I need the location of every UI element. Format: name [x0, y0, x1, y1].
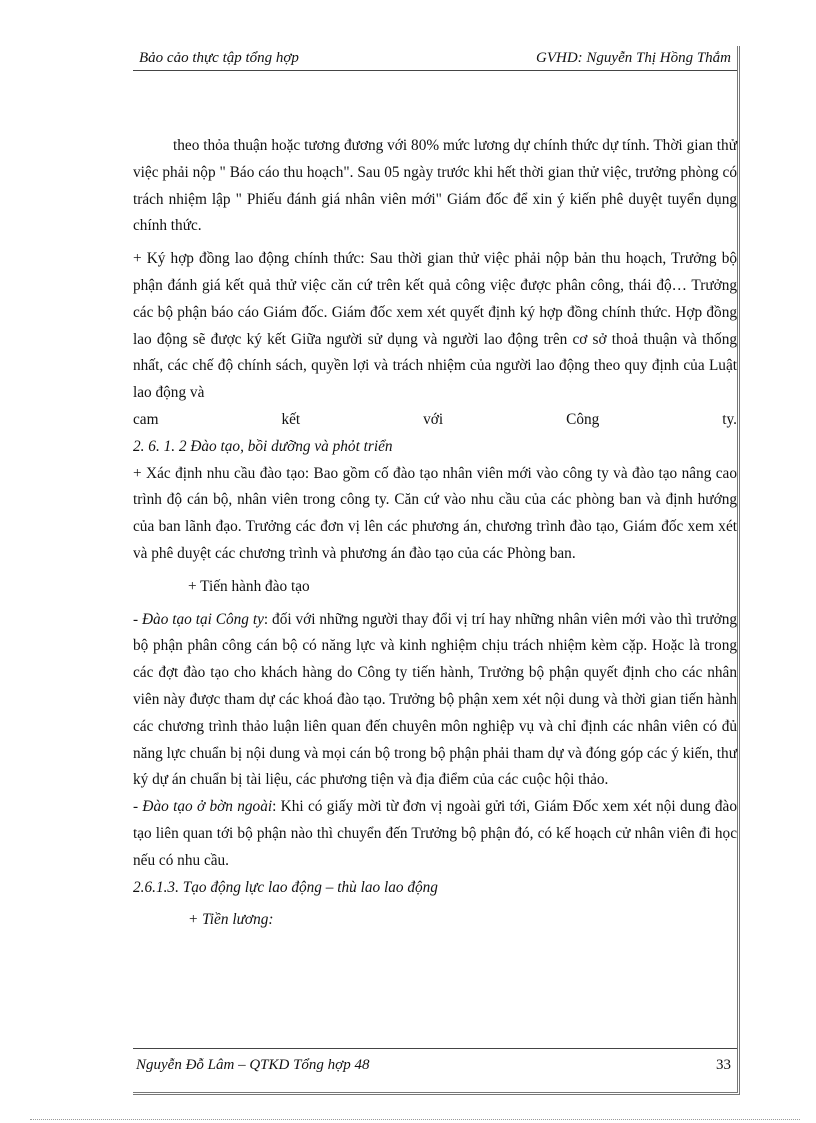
- page-header: [133, 48, 737, 71]
- header-report-title: Bảo cảo thực tập tổng hợp: [139, 50, 299, 66]
- external-training-label: - Đào tạo ở bờn ngoài: [133, 798, 273, 816]
- paragraph-external-training: [133, 794, 737, 874]
- paragraph-internal-training: [133, 607, 737, 795]
- paragraph-salary: + Tiền lương:: [188, 911, 274, 929]
- header-supervisor: GVHD: Nguyễn Thị Hồng Thắm: [536, 50, 731, 66]
- document-body: [133, 133, 737, 934]
- paragraph-conduct-training: + Tiến hành đào tạo: [188, 577, 310, 595]
- page-number: 33: [716, 1057, 731, 1073]
- paragraph-contract-last-line: cam kết với Công ty.: [133, 410, 737, 428]
- section-heading-motivation: 2.6.1.3. Tạo động lực lao động – thù lao lao động: [133, 878, 438, 896]
- footer-author: Nguyễn Đỗ Lâm – QTKD Tổng hợp 48: [136, 1057, 370, 1073]
- bottom-dotted-rule: [30, 1119, 800, 1121]
- internal-training-label: - Đào tạo tại Công ty: [133, 610, 264, 628]
- section-heading-training: 2. 6. 1. 2 Đào tạo, bồi dưỡng và phỏt triển: [133, 437, 393, 455]
- internal-training-text: : đối với những người thay đổi vị trí hay những nhân viên mới vào thì trưởng bộ phận phân công cán bộ có năng lực và kinh nghiệm chịu trách nhiệm kèm cặp. Hoặc là trong các đợt đào tạo cho khách hàng do Công ty tiến hành, Trưởng bộ phận quyết định cho các nhân viên này được tham dự các khoá đào tạo. Trưởng bộ phận xem xét nội dung và thời gian tiến hành các chương trình thảo luận liên quan đến chuyên môn nghiệp vụ và chỉ định các nhân viên có đủ năng lực chuẩn bị nội dung và mọi cán bộ trong bộ phận phải tham dự và đóng góp các ý kiến, thư ký dự án chuẩn bị tài liệu, các phương tiện và địa điểm của các cuộc hội thảo.: [133, 610, 737, 789]
- paragraph-contract: + Ký hợp đồng lao động chính thức: Sau thời gian thử việc phải nộp bản thu hoạch, Trưởng bộ phận đánh giá kết quả thử việc căn cứ trên kết quả công việc được phân công, thái độ… Trưởng các bộ phận báo cáo Giám đốc. Giám đốc xem xét quyết định ký hợp đồng chính thức. Hợp đồng lao động sẽ được ký kết Giữa người sử dụng và người lao động trên cơ sở thoả thuận và thống nhất, các chế độ chính sách, quyền lợi và trách nhiệm của người lao động theo quy định của Luật lao động và: [133, 250, 737, 402]
- page-footer: [133, 1048, 737, 1075]
- external-training-text: : Khi có giấy mời từ đơn vị ngoài gửi tới, Giám Đốc xem xét nội dung đào tạo liên quan tới bộ phận nào thì chuyển đến Trưởng bộ phận đó, có kế hoạch cử nhân viên đi học nếu có nhu cầu.: [133, 798, 737, 869]
- paragraph-training-needs: + Xác định nhu cầu đào tạo: Bao gồm cố đào tạo nhân viên mới vào công ty và đào tạo nâng cao trình độ cán bộ, nhân viên trong công ty. Căn cứ vào nhu cầu của các phòng ban và định hướng của ban lãnh đạo. Trưởng các đơn vị lên các phương án, chương trình đào tạo, Giám đốc xem xét và phê duyệt các chương trình và phương án đào tạo của các Phòng ban.: [133, 464, 737, 562]
- paragraph-probation: theo thỏa thuận hoặc tương đương với 80% mức lương dự chính thức dự tính. Thời gian thử việc phải nộp " Báo cáo thu hoạch". Sau 05 ngày trước khi hết thời gian thử việc, trưởng phòng có trách nhiệm lập " Phiếu đánh giá nhân viên mới" Giám đốc để xin ý kiến phê duyệt tuyển dụng chính thức.: [133, 137, 737, 235]
